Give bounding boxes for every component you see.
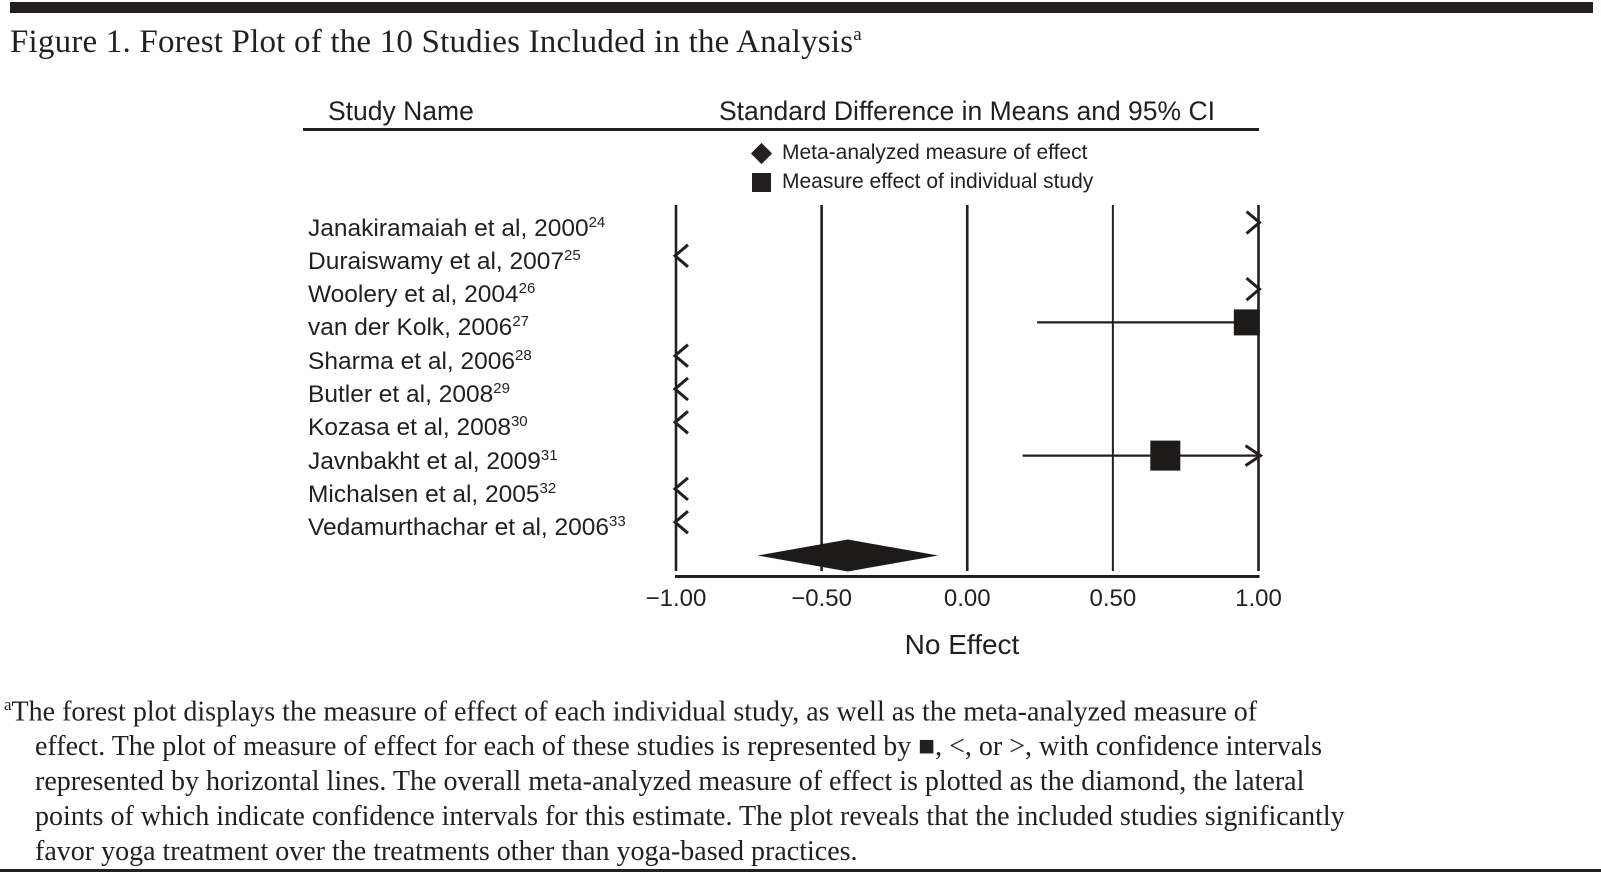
figure-title-text: Figure 1. Forest Plot of the 10 Studies Included in the Analysis (10, 24, 854, 60)
study-label: Woolery et al, 2004$^{26}$ (308, 280, 536, 309)
x-tick-label: 0.00 (943, 585, 991, 612)
study-column-header: Study Name (328, 96, 474, 126)
footnote-line: points of which indicate confidence intervals for this estimate. The plot reveals that the included studies significantly (35, 801, 1345, 833)
study-label: van der Kolk, 2006$^{27}$ (308, 313, 529, 342)
legend-label: Measure effect of individual study (782, 170, 1094, 193)
footnote-line: effect. The plot of measure of effect for each of these studies is represented by ■, <, or >, with confidence intervals (35, 731, 1323, 763)
x-tick-label: −1.00 (645, 585, 707, 612)
footnote-marker: a (4, 695, 12, 714)
x-tick-label: −0.50 (791, 585, 852, 612)
x-axis-label: No Effect (904, 629, 1020, 660)
x-tick-label: 1.00 (1235, 585, 1282, 612)
study-label: Vedamurthachar et al, 2006$^{33}$ (308, 513, 626, 542)
study-label: Javnbakht et al, 2009$^{31}$ (308, 446, 558, 475)
study-label: Kozasa et al, 2008$^{30}$ (308, 413, 528, 442)
study-label: Duraiswamy et al, 2007$^{25}$ (308, 246, 581, 275)
overall-diamond (758, 540, 939, 572)
bottom-rule (0, 869, 1601, 872)
figure-title-superscript: a (853, 24, 862, 45)
study-label: Michalsen et al, 2005$^{32}$ (308, 479, 557, 509)
effect-column-header: Standard Difference in Means and 95% CI (719, 96, 1215, 126)
footnote-line: favor yoga treatment over the treatments other than yoga-based practices. (35, 836, 858, 868)
footnote-line-text: The forest plot displays the measure of effect of each individual study, as well as the meta-analyzed measure of (11, 696, 1258, 728)
footnote (4, 687, 1345, 869)
x-tick-label: 0.50 (1089, 585, 1137, 612)
effect-square (1234, 309, 1260, 335)
legend-label: Meta-analyzed measure of effect (782, 141, 1088, 164)
effect-square (1150, 441, 1180, 471)
footnote-line (4, 687, 1345, 729)
study-label: Janakiramaiah et al, 2000$^{24}$ (308, 213, 606, 242)
footnote-line: represented by horizontal lines. The overall meta-analyzed measure of effect is plotted as the diamond, the lateral (35, 766, 1305, 798)
study-label: Butler et al, 2008$^{29}$ (308, 380, 510, 409)
study-label: Sharma et al, 2006$^{28}$ (308, 346, 532, 375)
